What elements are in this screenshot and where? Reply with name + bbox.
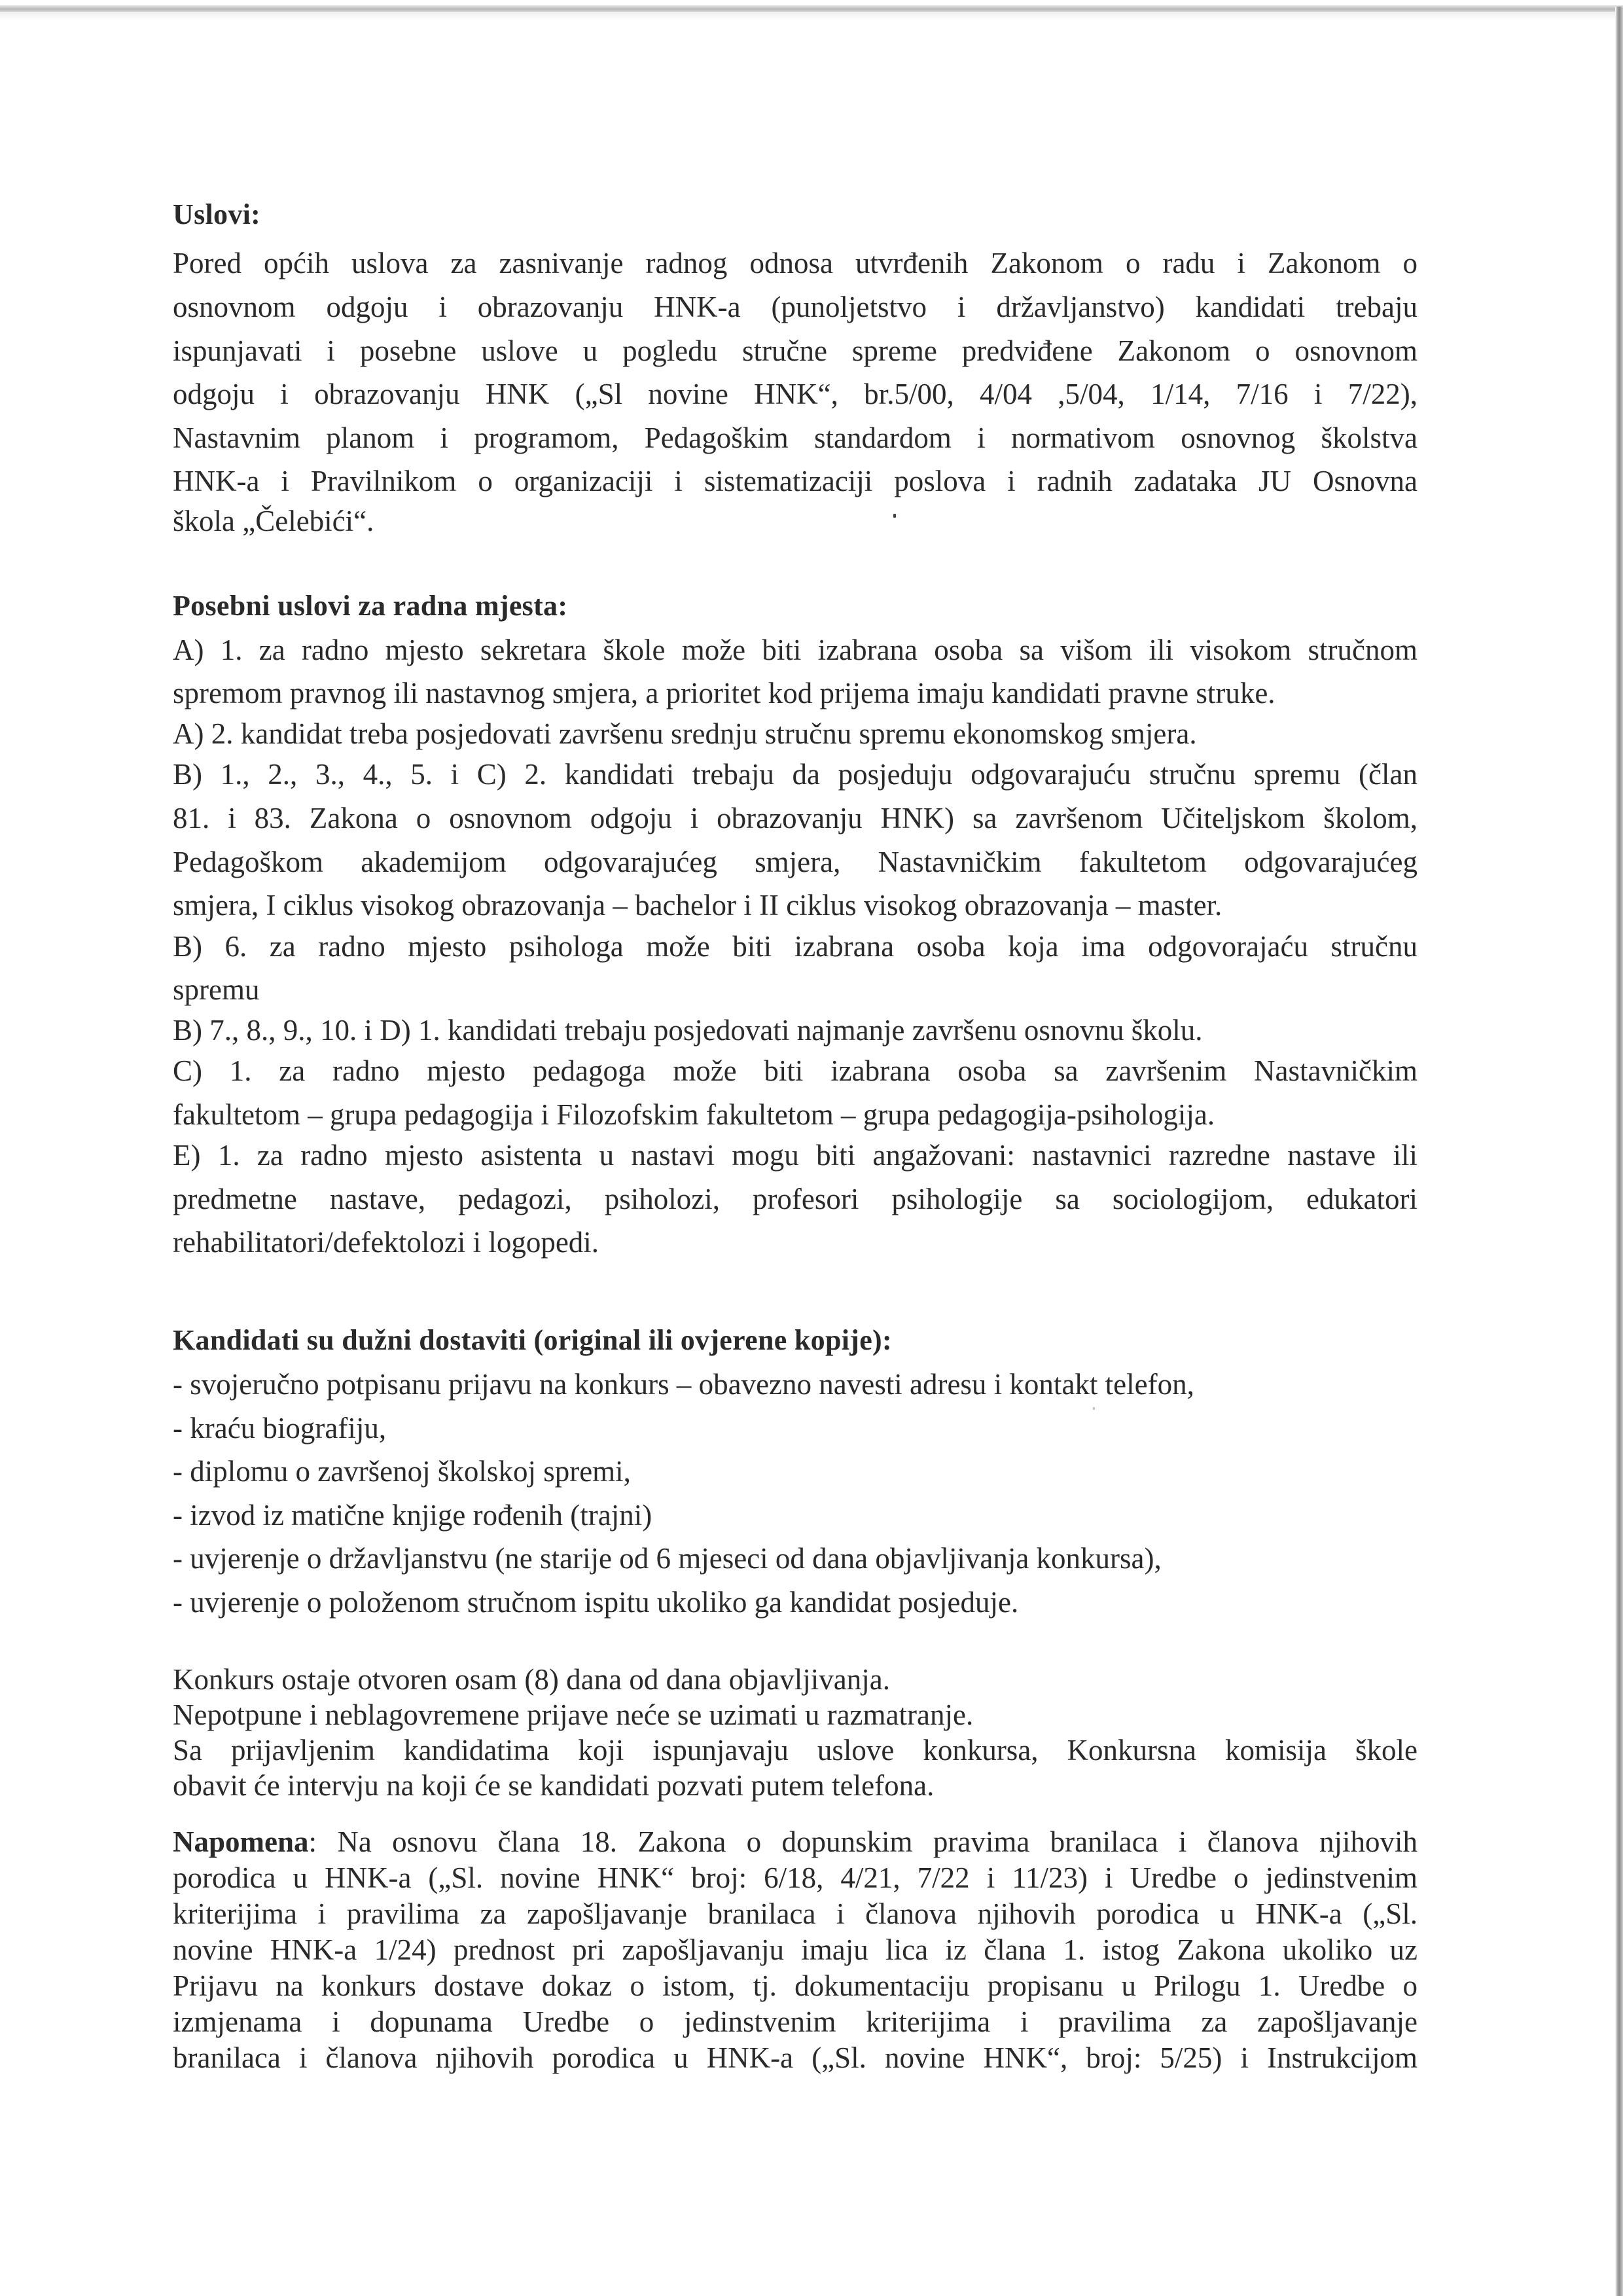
list-item: - uvjerenje o državljanstvu (ne starije od 6 mjeseci od dana objavljivanja konkursa), [173, 1542, 1162, 1575]
napomena-first-line [173, 1823, 1418, 1860]
paragraph-line: 81. i 83. Zakona o osnovnom odgoju i obrazovanju HNK) sa završenom Učiteljskom školom, [173, 802, 1418, 834]
paragraph-line: B) 1., 2., 3., 4., 5. i C) 2. kandidati trebaju da posjeduju odgovarajuću stručnu spremu (član [173, 758, 1418, 791]
paragraph-line: predmetne nastave, pedagozi, psiholozi, profesori psihologije sa sociologijom, edukatori [173, 1183, 1418, 1215]
paragraph-line: izmjenama i dopunama Uredbe o jedinstvenim kriterijima i pravilima za zapošljavanje [173, 2005, 1418, 2038]
paragraph-line: Konkurs ostaje otvoren osam (8) dana od dana objavljivanja. [173, 1663, 890, 1696]
napomena-text: : Na osnovu člana 18. Zakona o dopunskim pravima branilaca i članova njihovih [308, 1825, 1418, 1858]
paragraph-line: odgoju i obrazovanju HNK („Sl novine HNK“, br.5/00, 4/04 ,5/04, 1/14, 7/16 i 7/22), [173, 378, 1418, 410]
napomena-label: Napomena [173, 1825, 309, 1858]
paragraph-line: Pedagoškom akademijom odgovarajućeg smjera, Nastavničkim fakultetom odgovarajućeg [173, 846, 1418, 878]
list-item: - kraću biografiju, [173, 1412, 387, 1444]
paragraph-line: E) 1. za radno mjesto asistenta u nastavi mogu biti angažovani: nastavnici razredne nastave ili [173, 1139, 1418, 1172]
list-item: - uvjerenje o položenom stručnom ispitu ukoliko ga kandidat posjeduje. [173, 1586, 1019, 1619]
list-item: - izvod iz matične knjige rođenih (trajni) [173, 1499, 652, 1532]
paragraph-line: C) 1. za radno mjesto pedagoga može biti izabrana osoba sa završenim Nastavničkim [173, 1054, 1418, 1087]
scan-right-edge [1615, 7, 1623, 2296]
paragraph-line: branilaca i članova njihovih porodica u HNK-a („Sl. novine HNK“, broj: 5/25) i Instrukcijom [173, 2041, 1418, 2074]
paragraph-line: A) 2. kandidat treba posjedovati završenu srednju stručnu spremu ekonomskog smjera. [173, 717, 1197, 750]
paragraph-line: Nastavnim planom i programom, Pedagoškim standardom i normativom osnovnog školstva [173, 422, 1418, 454]
paragraph-line: Sa prijavljenim kandidatima koji ispunjavaju uslove konkursa, Konkursna komisija škole [173, 1734, 1418, 1767]
paragraph-line: smjera, I ciklus visokog obrazovanja – bachelor i II ciklus visokog obrazovanja – master. [173, 889, 1222, 922]
scan-top-shadow [0, 12, 1623, 21]
paragraph-line: Prijavu na konkurs dostave dokaz o istom, tj. dokumentaciju propisanu u Prilogu 1. Uredbe o [173, 1969, 1418, 2002]
paragraph-line: Pored općih uslova za zasnivanje radnog odnosa utvrđenih Zakonom o radu i Zakonom o [173, 247, 1418, 279]
section-heading-dokumenti: Kandidati su dužni dostaviti (original ili ovjerene kopije): [173, 1324, 892, 1356]
paragraph-line: B) 7., 8., 9., 10. i D) 1. kandidati trebaju posjedovati najmanje završenu osnovnu školu. [173, 1014, 1203, 1047]
paragraph-line: fakultetom – grupa pedagogija i Filozofskim fakultetom – grupa pedagogija-psihologija. [173, 1098, 1215, 1131]
paragraph-line: spremu [173, 973, 260, 1006]
paragraph-line: B) 6. za radno mjesto psihologa može biti izabrana osoba koja ima odgovorajaću stručnu [173, 930, 1418, 963]
paragraph-line: ispunjavati i posebne uslove u pogledu stručne spreme predviđene Zakonom o osnovnom [173, 334, 1418, 367]
section-heading-uslovi: Uslovi: [173, 198, 261, 230]
paragraph-line: spremom pravnog ili nastavnog smjera, a prioritet kod prijema imaju kandidati pravne struke. [173, 677, 1275, 709]
paragraph-line: škola „Čelebići“. [173, 505, 374, 537]
scan-top-edge [0, 5, 1623, 12]
paragraph-line: rehabilitatori/defektolozi i logopedi. [173, 1226, 599, 1259]
list-item: - svojeručno potpisanu prijavu na konkurs – obavezno navesti adresu i kontakt telefon, [173, 1368, 1194, 1401]
paragraph-line: novine HNK-a 1/24) prednost pri zapošljavanju imaju lica iz člana 1. istog Zakona ukoliko uz [173, 1933, 1418, 1966]
paragraph-line: osnovnom odgoju i obrazovanju HNK-a (punoljetstvo i državljanstvo) kandidati trebaju [173, 291, 1418, 323]
paragraph-line: A) 1. za radno mjesto sekretara škole može biti izabrana osoba sa višom ili visokom stručnom [173, 634, 1418, 666]
section-heading-posebni-uslovi: Posebni uslovi za radna mjesta: [173, 590, 568, 622]
paragraph-line: kriterijima i pravilima za zapošljavanje branilaca i članova njihovih porodica u HNK-a („Sl. [173, 1897, 1418, 1930]
paragraph-line: HNK-a i Pravilnikom o organizaciji i sistematizaciji poslova i radnih zadataka JU Osnovna [173, 465, 1418, 497]
paragraph-line: porodica u HNK-a („Sl. novine HNK“ broj: 6/18, 4/21, 7/22 i 11/23) i Uredbe o jedinstvenim [173, 1861, 1418, 1894]
paragraph-line: Nepotpune i neblagovremene prijave neće se uzimati u razmatranje. [173, 1698, 974, 1731]
list-item: - diplomu o završenoj školskoj spremi, [173, 1455, 631, 1488]
paragraph-line: obavit će intervju na koji će se kandidati pozvati putem telefona. [173, 1769, 935, 1802]
